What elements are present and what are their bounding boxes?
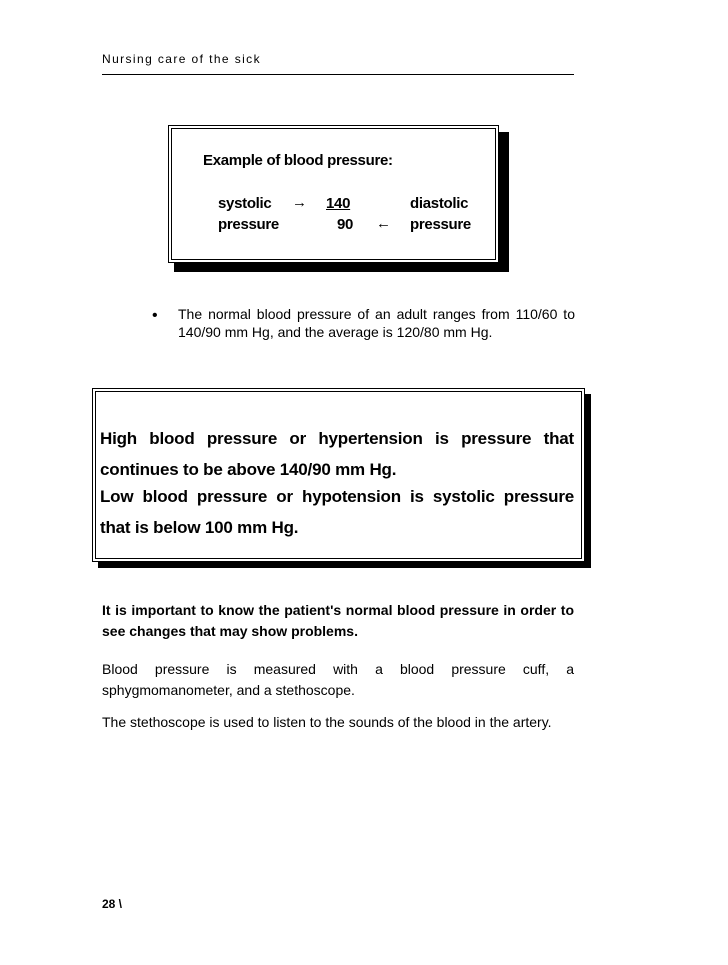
pressure-left-label: pressure <box>218 216 279 233</box>
right-arrow-icon: → <box>292 194 307 211</box>
example-heading: Example of blood pressure: <box>203 152 393 169</box>
page-header-title: Nursing care of the sick <box>102 52 261 66</box>
measurement-paragraph: Blood pressure is measured with a blood pressure cuff, a sphygmomanometer, and a stethoscope. <box>102 661 574 698</box>
bullet-text: The normal blood pressure of an adult ranges from 110/60 to 140/90 mm Hg, and the average is 120/80 mm Hg. <box>178 306 575 340</box>
diastolic-value: 90 <box>337 216 354 233</box>
diastolic-label: diastolic <box>410 195 469 212</box>
example-box <box>168 125 499 263</box>
hypertension-definition: High blood pressure or hypertension is pressure that continues to be above 140/90 mm Hg. <box>100 429 574 479</box>
stethoscope-paragraph: The stethoscope is used to listen to the sounds of the blood in the artery. <box>102 714 552 730</box>
pressure-right-label: pressure <box>410 216 471 233</box>
hypotension-definition: Low blood pressure or hypotension is systolic pressure that is below 100 mm Hg. <box>100 487 574 537</box>
header-rule <box>102 74 574 75</box>
important-paragraph: It is important to know the patient's normal blood pressure in order to see changes that may show problems. <box>102 602 574 639</box>
page-number: 28 \ <box>102 897 123 911</box>
systolic-label: systolic <box>218 195 272 212</box>
systolic-value: 140 <box>326 195 351 212</box>
bullet-icon: • <box>152 307 158 324</box>
left-arrow-icon: ← <box>376 215 391 232</box>
